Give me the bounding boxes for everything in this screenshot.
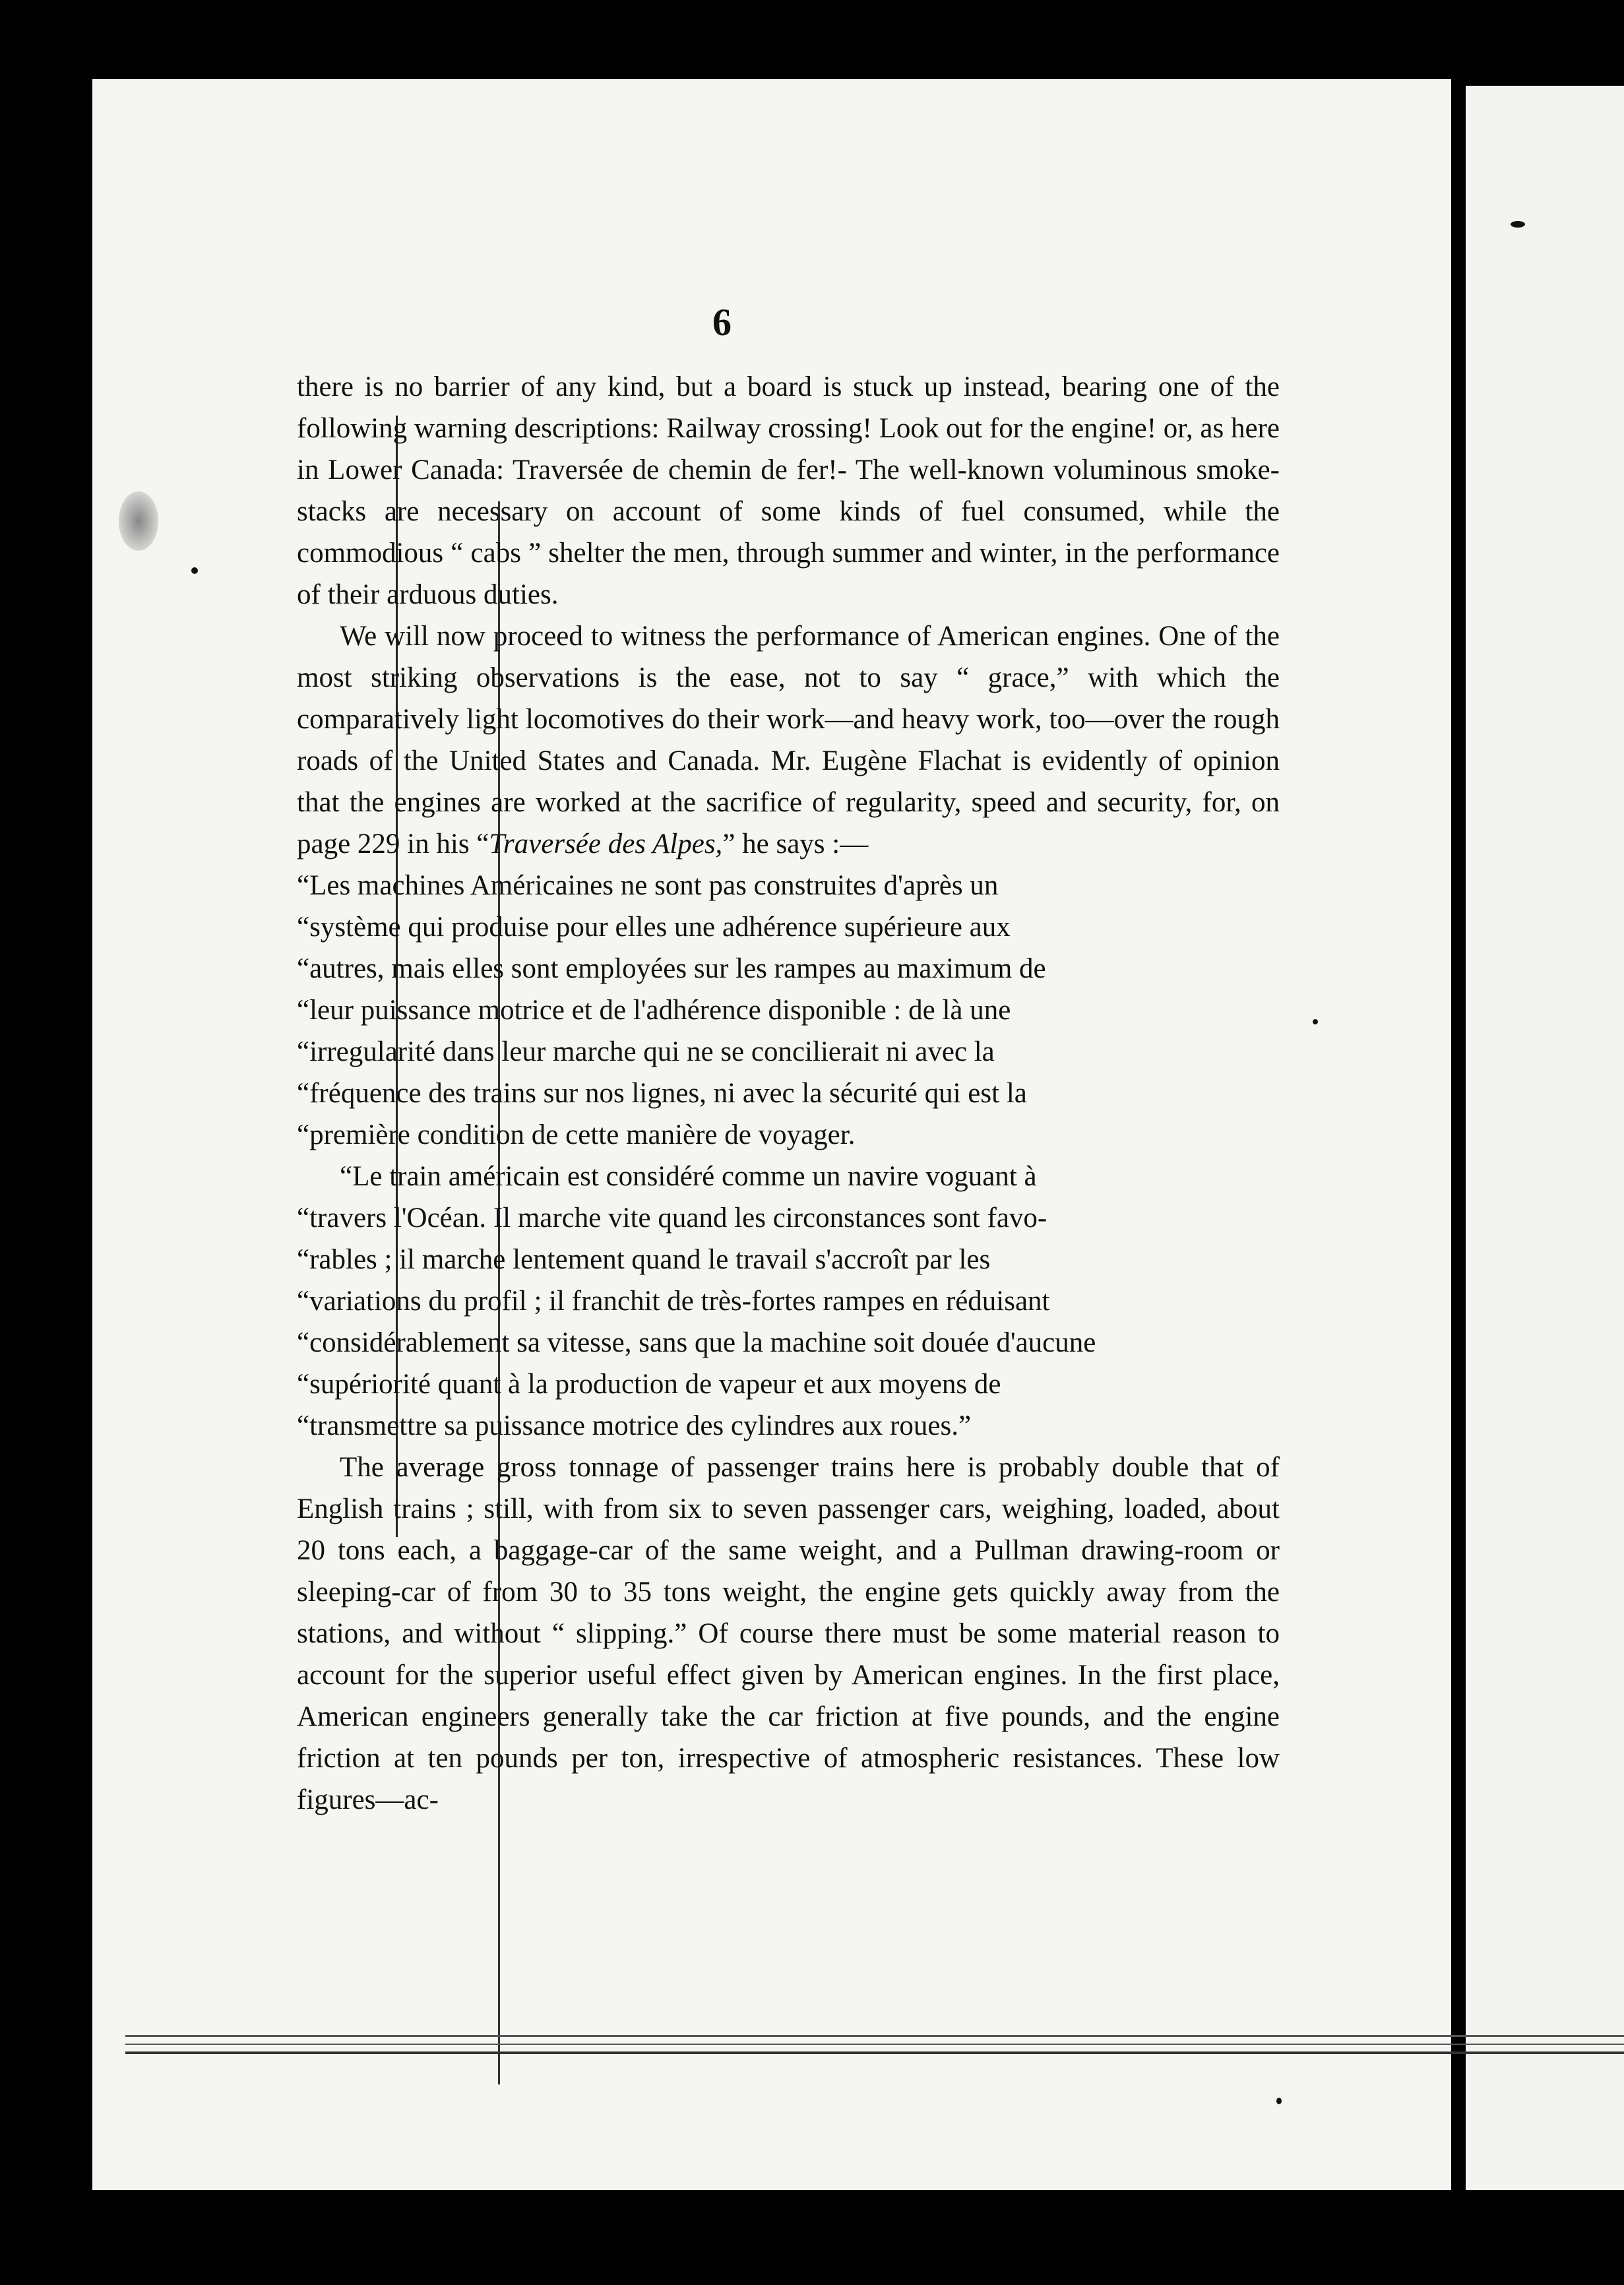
ink-speck <box>1313 1019 1318 1024</box>
quote-line: “ système qui produise pour elles une adhérence supérieure aux <box>297 906 1280 948</box>
ink-speck <box>1276 2098 1282 2104</box>
quote-line: “ considérablement sa vitesse, sans que la machine soit douée d'aucune <box>297 1322 1280 1363</box>
quote-line: “ première condition de cette manière de voyager. <box>297 1114 1280 1156</box>
page-number: 6 <box>712 301 732 344</box>
page-gutter <box>1451 79 1466 2190</box>
bottom-border-rules <box>125 2035 1624 2061</box>
french-quote <box>297 865 1280 1156</box>
body-text <box>297 366 1280 1821</box>
quote-line: “ fréquence des trains sur nos lignes, ni avec la sécurité qui est la <box>297 1073 1280 1114</box>
quote-line: “ autres, mais elles sont employées sur les rampes au maximum de <box>297 948 1280 989</box>
ink-speck <box>191 567 198 574</box>
french-quote <box>297 1156 1280 1447</box>
quote-line: “ Le train américain est considéré comme un navire voguant à <box>340 1156 1280 1197</box>
paragraph: there is no barrier of any kind, but a board is stuck up instead, bearing one of the following warning descriptions: Railway crossing! Look out for the engine! or, as here in Lower Canada: Traversée de chemin de fer!- The well-known voluminous smoke-stacks are necessary on account of some kinds of fuel consumed, while the commodious “ cabs ” shelter the men, through summer and winter, in the performance of their arduous duties. <box>297 371 1280 610</box>
paragraph <box>297 615 1280 865</box>
ink-smudge <box>119 491 158 551</box>
border-line <box>125 2035 1624 2037</box>
quote-line: “ supériorité quant à la production de vapeur et aux moyens de <box>297 1363 1280 1405</box>
quote-line: “ travers l'Océan. Il marche vite quand les circonstances sont favo- <box>297 1197 1280 1239</box>
quote-line: “ irregularité dans leur marche qui ne se concilierait ni avec la <box>297 1031 1280 1073</box>
quote-line: “ variations du profil ; il franchit de très-fortes rampes en réduisant <box>297 1280 1280 1322</box>
quote-line: “ rables ; il marche lentement quand le travail s'accroît par les <box>297 1239 1280 1280</box>
ink-speck <box>1511 221 1525 228</box>
adjacent-page-edge <box>1466 86 1624 2190</box>
paragraph-text: We will now proceed to witness the performance of American engines. One of the most striking observations is the ease, not to say “ grace,” with which the comparatively light locomotives do their work—and heavy work, too—over the rough roads of the United States and Canada. Mr. Eugène Flachat is evidently of opinion that the engines are worked at the sacrifice of regularity, speed and security, for, on page 229 in his “ <box>297 621 1280 860</box>
paragraph: The average gross tonnage of passenger trains here is probably double that of English trains ; still, with from six to seven passenger cars, weighing, loaded, about 20 tons each, a baggage-car of the same weight, and a Pullman drawing-room or sleeping-car of from 30 to 35 tons weight, the engine gets quickly away from the stations, and without “ slipping.” Of course there must be some material reason to account for the superior useful effect given by American engines. In the first place, American engineers generally take the car friction at five pounds, and the engine friction at ten pounds per ton, irrespective of atmospheric resistances. These low figures—ac- <box>297 1452 1280 1815</box>
quote-line: “ leur puissance motrice et de l'adhérence disponible : de là une <box>297 989 1280 1031</box>
border-line <box>125 2051 1624 2054</box>
book-title: Traversée des Alpes, <box>489 829 723 860</box>
quote-line: “ transmettre sa puissance motrice des cylindres aux roues.” <box>297 1405 1280 1447</box>
border-line <box>125 2044 1624 2045</box>
quote-line: “ Les machines Américaines ne sont pas construites d'après un <box>297 865 1280 906</box>
paragraph-text: ” he says :— <box>722 829 869 860</box>
